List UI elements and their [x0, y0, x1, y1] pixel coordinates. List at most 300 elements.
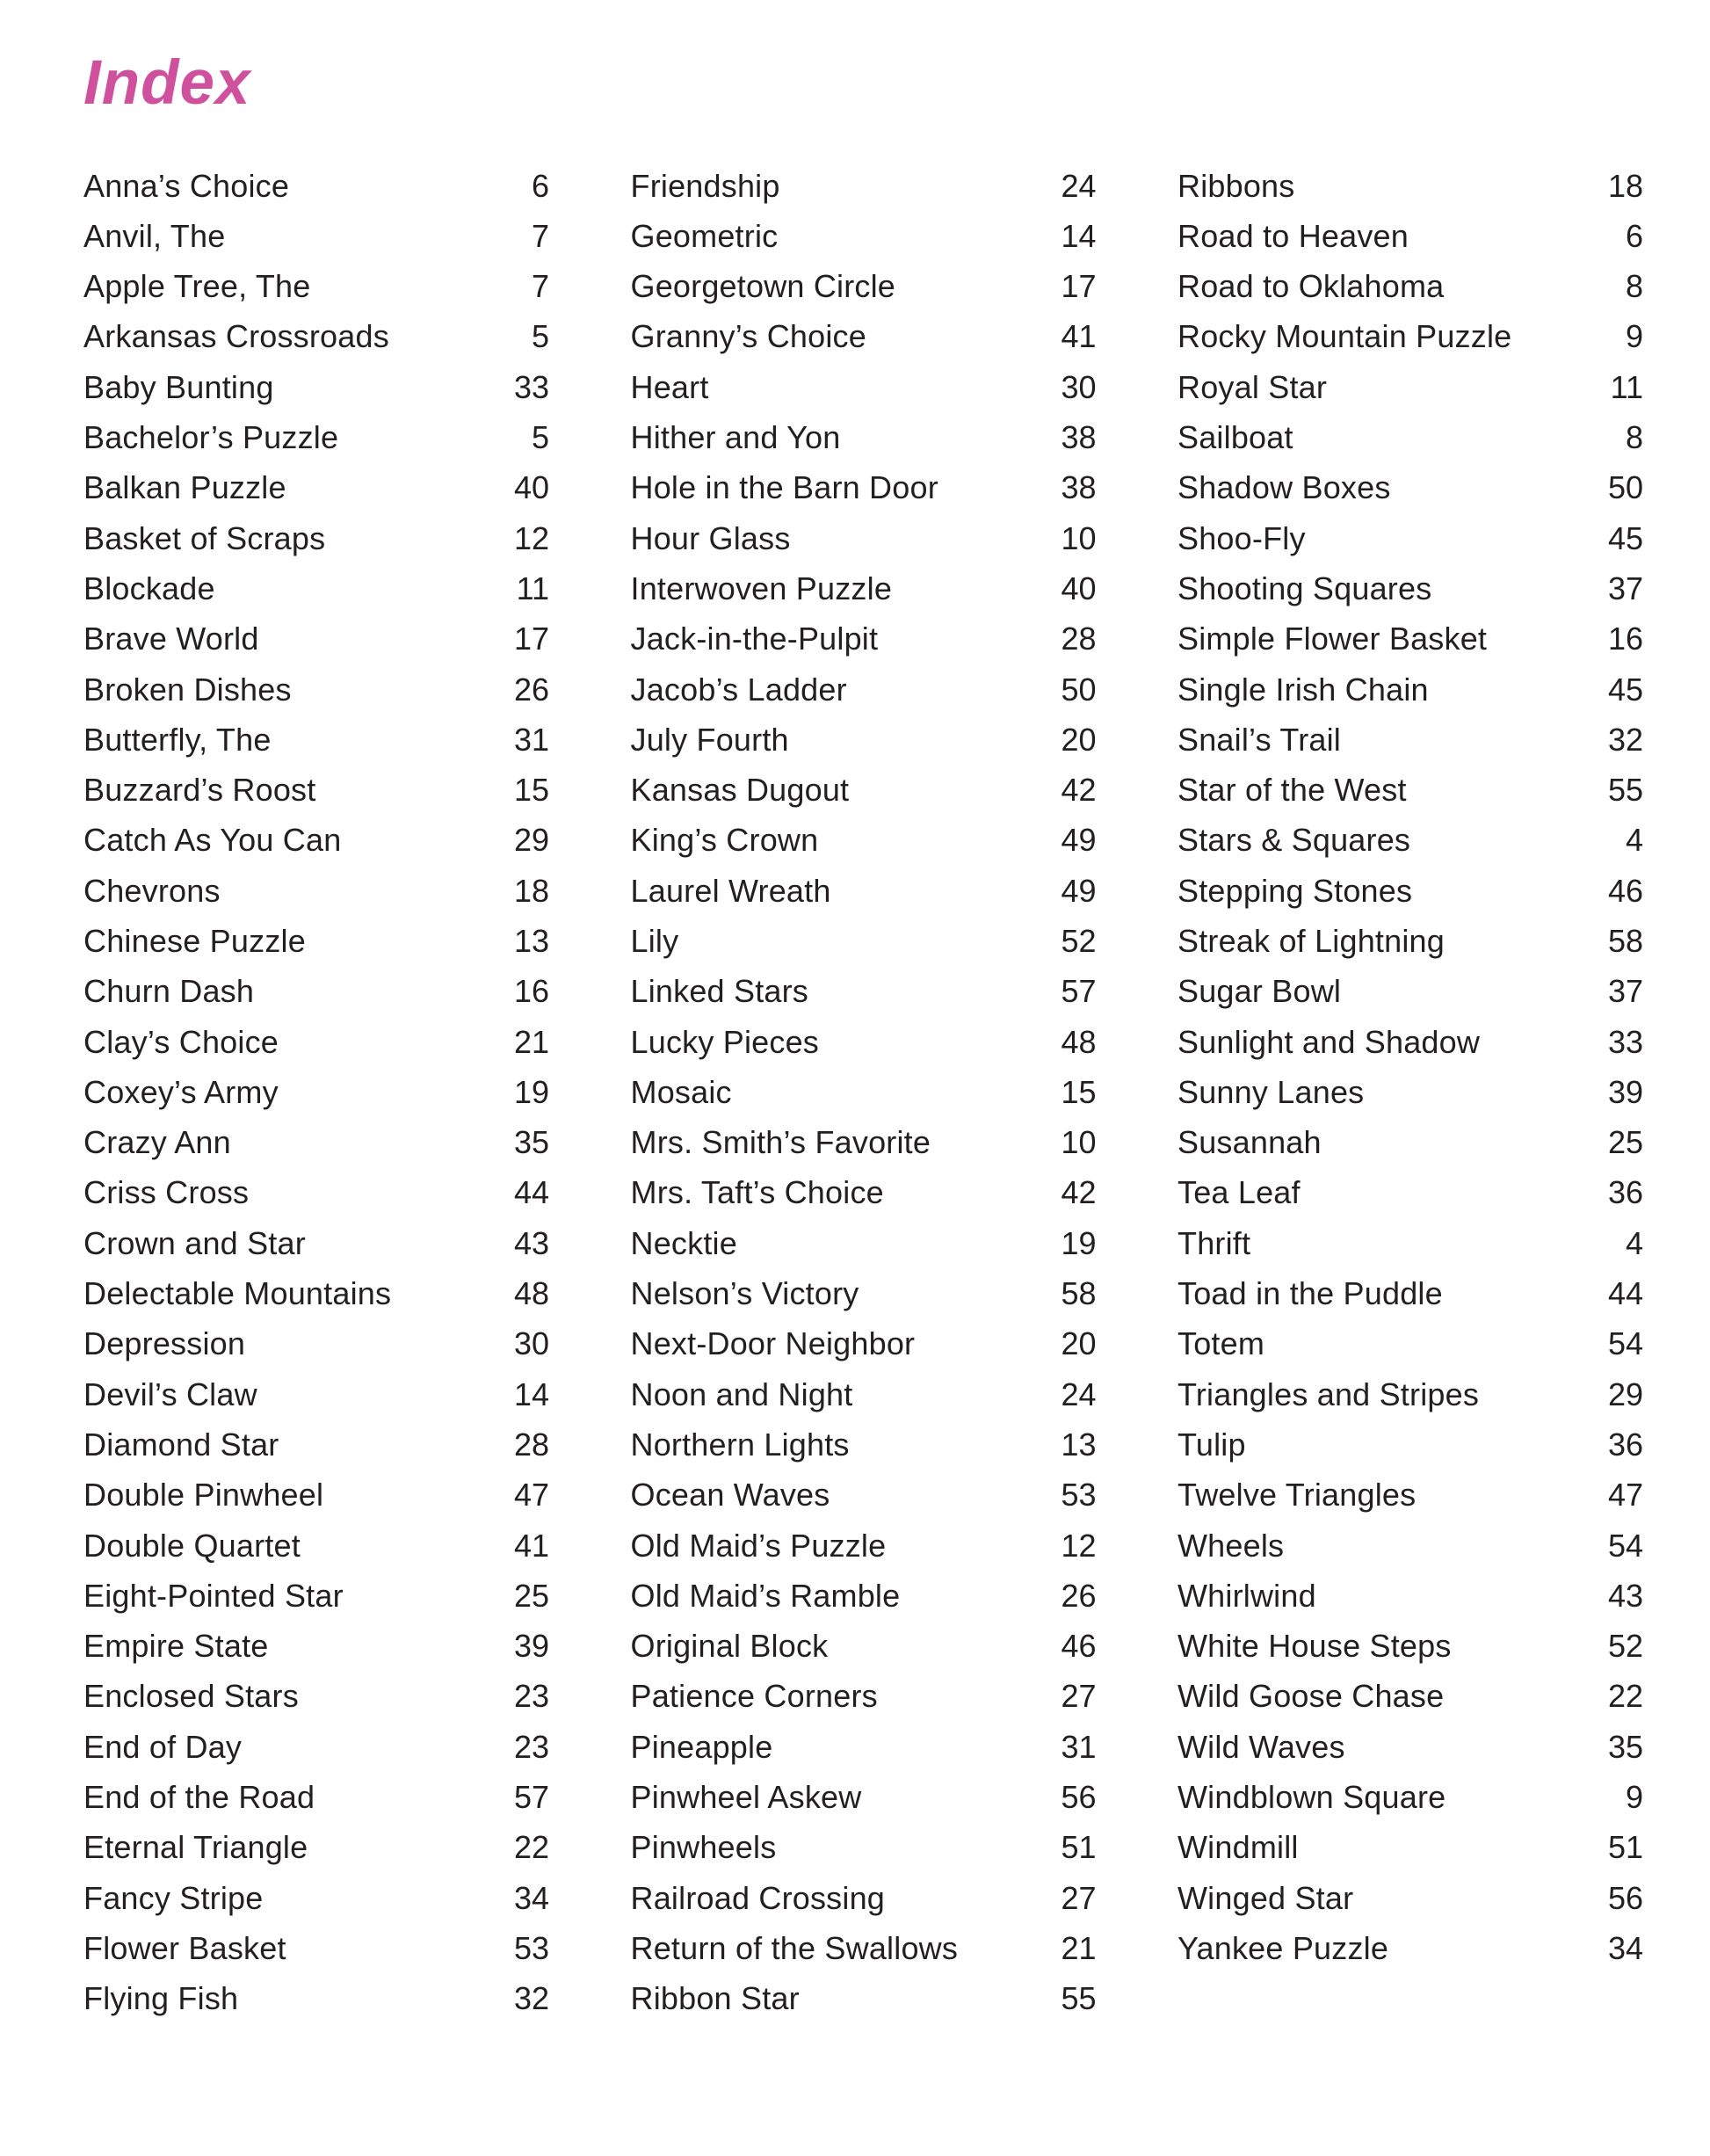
- entry-name: Sugar Bowl: [1177, 973, 1342, 1010]
- entry-page-number: 36: [1607, 1174, 1643, 1211]
- entry-page-number: 20: [1061, 721, 1097, 758]
- entry-name: Apple Tree, The: [83, 268, 311, 305]
- entry-name: Mosaic: [630, 1073, 732, 1110]
- entry-page-number: 50: [1607, 469, 1643, 506]
- entry-name: Basket of Scraps: [83, 519, 326, 556]
- index-entry: [631, 1973, 1097, 2023]
- entry-name: Streak of Lightning: [1177, 923, 1445, 959]
- entry-page-number: 30: [513, 1325, 549, 1362]
- entry-name: Snail’s Trail: [1177, 721, 1342, 758]
- index-entry: [83, 916, 549, 966]
- entry-name: Diamond Star: [83, 1426, 279, 1463]
- entry-name: Hour Glass: [630, 519, 791, 556]
- entry-name: Mrs. Taft’s Choice: [630, 1174, 884, 1211]
- index-entry: [631, 1218, 1097, 1268]
- entry-page-number: 41: [513, 1527, 549, 1564]
- index-entry: [1177, 211, 1643, 261]
- index-entry: [1177, 916, 1643, 966]
- entry-page-number: 51: [1061, 1829, 1097, 1866]
- entry-page-number: 47: [1607, 1477, 1643, 1514]
- index-entry: [631, 1369, 1097, 1419]
- index-entry: [1177, 1772, 1643, 1822]
- index-entry: [1177, 362, 1643, 412]
- entry-name: Churn Dash: [83, 973, 255, 1010]
- entry-name: Stars & Squares: [1177, 822, 1411, 859]
- index-entry: [83, 1873, 549, 1923]
- entry-name: Double Pinwheel: [83, 1477, 324, 1514]
- entry-page-number: 53: [513, 1929, 549, 1966]
- entry-name: Clay’s Choice: [83, 1023, 279, 1060]
- index-entry: [1177, 1017, 1643, 1067]
- entry-page-number: 32: [513, 1980, 549, 2017]
- index-column: [83, 161, 549, 2024]
- index-entry: [83, 563, 549, 613]
- index-entry: [83, 311, 549, 361]
- entry-name: Linked Stars: [630, 973, 809, 1010]
- entry-page-number: 54: [1607, 1325, 1643, 1362]
- entry-page-number: 28: [1061, 621, 1097, 657]
- index-entry: [1177, 1419, 1643, 1470]
- index-entry: [83, 1067, 549, 1117]
- entry-name: Butterfly, The: [83, 721, 272, 758]
- entry-page-number: 55: [1607, 772, 1643, 809]
- entry-page-number: 41: [1061, 318, 1097, 355]
- entry-name: Sailboat: [1177, 419, 1293, 456]
- entry-page-number: 12: [513, 519, 549, 556]
- entry-page-number: 21: [513, 1023, 549, 1060]
- index-entry: [1177, 261, 1643, 311]
- index-entry: [1177, 765, 1643, 815]
- entry-page-number: 4: [1625, 822, 1643, 859]
- entry-name: Simple Flower Basket: [1177, 621, 1488, 657]
- entry-name: Delectable Mountains: [83, 1275, 392, 1312]
- index-entry: [83, 1318, 549, 1368]
- entry-name: Georgetown Circle: [630, 268, 896, 305]
- index-entry: [1177, 815, 1643, 865]
- index-entry: [1177, 1571, 1643, 1621]
- entry-page-number: 28: [513, 1426, 549, 1463]
- index-entry: [631, 916, 1097, 966]
- entry-page-number: 58: [1061, 1275, 1097, 1312]
- entry-page-number: 45: [1607, 671, 1643, 708]
- entry-page-number: 35: [1607, 1728, 1643, 1765]
- index-entry: [83, 1973, 549, 2023]
- index-entry: [631, 1621, 1097, 1671]
- entry-name: Kansas Dugout: [630, 772, 850, 809]
- index-column: [631, 161, 1097, 2024]
- index-entry: [83, 1470, 549, 1520]
- entry-name: Baby Bunting: [83, 368, 274, 405]
- entry-page-number: 4: [1625, 1224, 1643, 1261]
- entry-page-number: 15: [1061, 1073, 1097, 1110]
- entry-name: Depression: [83, 1325, 246, 1362]
- entry-page-number: 43: [1607, 1577, 1643, 1614]
- index-entry: [83, 765, 549, 815]
- entry-page-number: 38: [1061, 469, 1097, 506]
- entry-page-number: 33: [1607, 1023, 1643, 1060]
- entry-page-number: 39: [1607, 1073, 1643, 1110]
- entry-page-number: 6: [531, 167, 549, 204]
- entry-name: End of the Road: [83, 1779, 315, 1816]
- entry-name: Granny’s Choice: [630, 318, 866, 355]
- entry-name: Toad in the Puddle: [1177, 1275, 1443, 1312]
- entry-name: Laurel Wreath: [630, 872, 831, 909]
- index-entry: [1177, 412, 1643, 462]
- entry-name: Single Irish Chain: [1177, 671, 1429, 708]
- index-entry: [631, 211, 1097, 261]
- entry-page-number: 31: [513, 721, 549, 758]
- entry-page-number: 14: [1061, 217, 1097, 254]
- index-entry: [83, 966, 549, 1016]
- entry-name: Mrs. Smith’s Favorite: [630, 1124, 931, 1161]
- entry-page-number: 17: [513, 621, 549, 657]
- entry-page-number: 13: [1061, 1426, 1097, 1463]
- entry-name: Flying Fish: [83, 1980, 239, 2017]
- index-entry: [1177, 1268, 1643, 1318]
- entry-name: Original Block: [630, 1628, 829, 1665]
- entry-name: Necktie: [630, 1224, 737, 1261]
- entry-page-number: 5: [531, 318, 549, 355]
- index-entry: [631, 1067, 1097, 1117]
- entry-page-number: 25: [513, 1577, 549, 1614]
- index-entry: [631, 1671, 1097, 1721]
- entry-name: Jack-in-the-Pulpit: [630, 621, 879, 657]
- index-entry: [83, 1218, 549, 1268]
- entry-page-number: 14: [513, 1376, 549, 1412]
- entry-name: Ribbons: [1177, 167, 1295, 204]
- index-entry: [83, 161, 549, 211]
- index-entry: [83, 1521, 549, 1571]
- entry-name: Royal Star: [1177, 368, 1328, 405]
- entry-name: Hole in the Barn Door: [630, 469, 938, 506]
- entry-page-number: 31: [1061, 1728, 1097, 1765]
- entry-name: Road to Oklahoma: [1177, 268, 1445, 305]
- entry-name: Noon and Night: [630, 1376, 853, 1412]
- entry-name: Friendship: [630, 167, 780, 204]
- index-entry: [1177, 513, 1643, 563]
- entry-page-number: 24: [1061, 167, 1097, 204]
- index-entry: [631, 1571, 1097, 1621]
- entry-page-number: 44: [1607, 1275, 1643, 1312]
- entry-name: Eternal Triangle: [83, 1829, 308, 1866]
- index-entry: [83, 1671, 549, 1721]
- entry-page-number: 23: [513, 1728, 549, 1765]
- index-entry: [83, 1419, 549, 1470]
- entry-name: Patience Corners: [630, 1678, 878, 1715]
- index-entry: [1177, 1671, 1643, 1721]
- entry-name: Heart: [630, 368, 709, 405]
- index-entry: [631, 1017, 1097, 1067]
- entry-name: Interwoven Puzzle: [630, 570, 893, 606]
- entry-page-number: 16: [513, 973, 549, 1010]
- index-entry: [83, 1722, 549, 1772]
- entry-page-number: 52: [1061, 923, 1097, 959]
- entry-name: Jacob’s Ladder: [630, 671, 847, 708]
- entry-name: Ocean Waves: [630, 1477, 830, 1514]
- entry-page-number: 13: [513, 923, 549, 959]
- index-entry: [83, 1621, 549, 1671]
- index-entry: [1177, 966, 1643, 1016]
- index-entry: [83, 362, 549, 412]
- entry-page-number: 7: [531, 217, 549, 254]
- entry-page-number: 9: [1625, 1779, 1643, 1816]
- index-entry: [1177, 1822, 1643, 1872]
- index-entry: [83, 513, 549, 563]
- index-entry: [83, 1369, 549, 1419]
- entry-name: Broken Dishes: [83, 671, 292, 708]
- index-entry: [631, 261, 1097, 311]
- index-entry: [1177, 1722, 1643, 1772]
- index-entry: [1177, 161, 1643, 211]
- index-entry: [83, 462, 549, 512]
- entry-name: Crazy Ann: [83, 1124, 231, 1161]
- entry-page-number: 50: [1061, 671, 1097, 708]
- entry-page-number: 20: [1061, 1325, 1097, 1362]
- entry-name: Lily: [630, 923, 679, 959]
- entry-name: Nelson’s Victory: [630, 1275, 859, 1312]
- entry-name: Fancy Stripe: [83, 1879, 264, 1916]
- entry-page-number: 36: [1607, 1426, 1643, 1463]
- entry-page-number: 16: [1607, 621, 1643, 657]
- entry-name: Pineapple: [630, 1728, 773, 1765]
- index-entry: [1177, 1218, 1643, 1268]
- entry-name: Stepping Stones: [1177, 872, 1413, 909]
- entry-page-number: 11: [1610, 368, 1643, 405]
- index-entry: [1177, 1167, 1643, 1217]
- entry-name: Totem: [1177, 1325, 1265, 1362]
- index-entry: [1177, 311, 1643, 361]
- index-entry: [631, 563, 1097, 613]
- index-entry: [631, 1470, 1097, 1520]
- entry-page-number: 7: [531, 268, 549, 305]
- entry-name: Northern Lights: [630, 1426, 850, 1463]
- entry-name: Road to Heaven: [1177, 217, 1409, 254]
- index-entry: [631, 1268, 1097, 1318]
- entry-page-number: 40: [1061, 570, 1097, 606]
- entry-name: Bachelor’s Puzzle: [83, 419, 339, 456]
- entry-name: Blockade: [83, 570, 215, 606]
- entry-page-number: 10: [1061, 1124, 1097, 1161]
- entry-page-number: 21: [1061, 1929, 1097, 1966]
- entry-name: Old Maid’s Ramble: [630, 1577, 901, 1614]
- index-entry: [83, 715, 549, 765]
- entry-page-number: 10: [1061, 519, 1097, 556]
- entry-page-number: 48: [513, 1275, 549, 1312]
- entry-name: Hither and Yon: [630, 419, 841, 456]
- entry-name: Double Quartet: [83, 1527, 301, 1564]
- entry-page-number: 19: [1061, 1224, 1097, 1261]
- entry-name: Wild Waves: [1177, 1728, 1345, 1765]
- entry-name: Return of the Swallows: [630, 1929, 959, 1966]
- entry-name: Catch As You Can: [83, 822, 342, 859]
- entry-name: Old Maid’s Puzzle: [630, 1527, 887, 1564]
- entry-page-number: 5: [531, 419, 549, 456]
- entry-name: Wheels: [1177, 1527, 1285, 1564]
- entry-name: Anna’s Choice: [83, 167, 290, 204]
- entry-name: White House Steps: [1177, 1628, 1452, 1665]
- index-entry: [1177, 715, 1643, 765]
- index-entry: [83, 1772, 549, 1822]
- index-entry: [1177, 664, 1643, 715]
- entry-page-number: 8: [1625, 268, 1643, 305]
- entry-page-number: 27: [1061, 1678, 1097, 1715]
- entry-name: Yankee Puzzle: [1177, 1929, 1389, 1966]
- index-columns: [83, 161, 1643, 2024]
- index-entry: [1177, 1369, 1643, 1419]
- entry-name: Sunny Lanes: [1177, 1073, 1365, 1110]
- entry-page-number: 25: [1607, 1124, 1643, 1161]
- entry-page-number: 27: [1061, 1879, 1097, 1916]
- index-entry: [1177, 1521, 1643, 1571]
- index-entry: [83, 1822, 549, 1872]
- index-entry: [1177, 1873, 1643, 1923]
- entry-page-number: 49: [1061, 872, 1097, 909]
- index-entry: [83, 261, 549, 311]
- index-entry: [631, 362, 1097, 412]
- index-entry: [83, 815, 549, 865]
- index-entry: [631, 1167, 1097, 1217]
- index-entry: [631, 613, 1097, 664]
- entry-page-number: 42: [1061, 1174, 1097, 1211]
- entry-name: Rocky Mountain Puzzle: [1177, 318, 1512, 355]
- index-entry: [83, 1017, 549, 1067]
- entry-page-number: 40: [513, 469, 549, 506]
- entry-name: Flower Basket: [83, 1929, 286, 1966]
- index-entry: [631, 462, 1097, 512]
- entry-name: Chevrons: [83, 872, 221, 909]
- index-entry: [631, 311, 1097, 361]
- entry-page-number: 18: [513, 872, 549, 909]
- index-entry: [1177, 613, 1643, 664]
- entry-name: Lucky Pieces: [630, 1023, 819, 1060]
- entry-page-number: 19: [513, 1073, 549, 1110]
- entry-name: Criss Cross: [83, 1174, 250, 1211]
- entry-page-number: 48: [1061, 1023, 1097, 1060]
- index-entry: [1177, 462, 1643, 512]
- index-entry: [1177, 1117, 1643, 1167]
- entry-name: Whirlwind: [1177, 1577, 1316, 1614]
- entry-page-number: 57: [1061, 973, 1097, 1010]
- entry-page-number: 18: [1607, 167, 1643, 204]
- entry-page-number: 32: [1607, 721, 1643, 758]
- index-entry: [83, 866, 549, 916]
- entry-name: End of Day: [83, 1728, 243, 1765]
- entry-name: Susannah: [1177, 1124, 1322, 1161]
- index-entry: [631, 161, 1097, 211]
- entry-name: Windblown Square: [1177, 1779, 1446, 1816]
- entry-page-number: 11: [516, 570, 549, 606]
- entry-name: Shooting Squares: [1177, 570, 1432, 606]
- index-entry: [83, 613, 549, 664]
- index-entry: [83, 412, 549, 462]
- entry-page-number: 52: [1607, 1628, 1643, 1665]
- entry-name: Wild Goose Chase: [1177, 1678, 1445, 1715]
- entry-page-number: 8: [1625, 419, 1643, 456]
- index-entry: [631, 513, 1097, 563]
- index-entry: [83, 1571, 549, 1621]
- index-entry: [83, 1167, 549, 1217]
- entry-page-number: 46: [1061, 1628, 1097, 1665]
- entry-page-number: 29: [513, 822, 549, 859]
- index-entry: [83, 1923, 549, 1973]
- entry-page-number: 37: [1607, 973, 1643, 1010]
- index-entry: [631, 1873, 1097, 1923]
- entry-name: Windmill: [1177, 1829, 1299, 1866]
- entry-page-number: 56: [1061, 1779, 1097, 1816]
- index-entry: [631, 664, 1097, 715]
- index-entry: [1177, 1923, 1643, 1973]
- entry-page-number: 24: [1061, 1376, 1097, 1412]
- entry-name: Thrift: [1177, 1224, 1251, 1261]
- entry-page-number: 15: [513, 772, 549, 809]
- entry-page-number: 22: [513, 1829, 549, 1866]
- entry-page-number: 30: [1061, 368, 1097, 405]
- entry-name: Pinwheel Askew: [630, 1779, 862, 1816]
- entry-page-number: 58: [1607, 923, 1643, 959]
- entry-name: Geometric: [630, 217, 779, 254]
- entry-name: Enclosed Stars: [83, 1678, 299, 1715]
- index-entry: [1177, 866, 1643, 916]
- page-title: Index: [83, 48, 251, 118]
- entry-page-number: 56: [1607, 1879, 1643, 1916]
- entry-name: Empire State: [83, 1628, 269, 1665]
- index-column: [1177, 161, 1643, 1974]
- entry-page-number: 44: [513, 1174, 549, 1211]
- entry-name: Anvil, The: [83, 217, 226, 254]
- entry-name: Winged Star: [1177, 1879, 1354, 1916]
- entry-name: Star of the West: [1177, 772, 1407, 809]
- index-entry: [631, 1419, 1097, 1470]
- index-entry: [631, 1923, 1097, 1973]
- entry-page-number: 45: [1607, 519, 1643, 556]
- entry-name: Pinwheels: [630, 1829, 777, 1866]
- entry-page-number: 29: [1607, 1376, 1643, 1412]
- entry-name: Eight-Pointed Star: [83, 1577, 344, 1614]
- entry-name: July Fourth: [630, 721, 789, 758]
- entry-page-number: 26: [1061, 1577, 1097, 1614]
- entry-page-number: 23: [513, 1678, 549, 1715]
- index-entry: [631, 815, 1097, 865]
- entry-name: Devil’s Claw: [83, 1376, 257, 1412]
- entry-name: Buzzard’s Roost: [83, 772, 316, 809]
- entry-name: Twelve Triangles: [1177, 1477, 1417, 1514]
- entry-page-number: 38: [1061, 419, 1097, 456]
- index-entry: [631, 412, 1097, 462]
- entry-name: Railroad Crossing: [630, 1879, 886, 1916]
- entry-name: Arkansas Crossroads: [83, 318, 389, 355]
- entry-name: Shadow Boxes: [1177, 469, 1391, 506]
- entry-name: Shoo-Fly: [1177, 519, 1306, 556]
- index-entry: [631, 1822, 1097, 1872]
- index-entry: [631, 1318, 1097, 1368]
- entry-name: Chinese Puzzle: [83, 923, 306, 959]
- index-entry: [1177, 563, 1643, 613]
- entry-page-number: 39: [513, 1628, 549, 1665]
- entry-page-number: 47: [513, 1477, 549, 1514]
- entry-name: Sunlight and Shadow: [1177, 1023, 1481, 1060]
- index-entry: [1177, 1067, 1643, 1117]
- entry-name: Tulip: [1177, 1426, 1246, 1463]
- entry-page-number: 26: [513, 671, 549, 708]
- index-entry: [1177, 1470, 1643, 1520]
- entry-name: Balkan Puzzle: [83, 469, 286, 506]
- entry-page-number: 57: [513, 1779, 549, 1816]
- entry-page-number: 53: [1061, 1477, 1097, 1514]
- index-entry: [631, 1722, 1097, 1772]
- entry-name: King’s Crown: [630, 822, 819, 859]
- index-entry: [631, 715, 1097, 765]
- entry-name: Triangles and Stripes: [1177, 1376, 1480, 1412]
